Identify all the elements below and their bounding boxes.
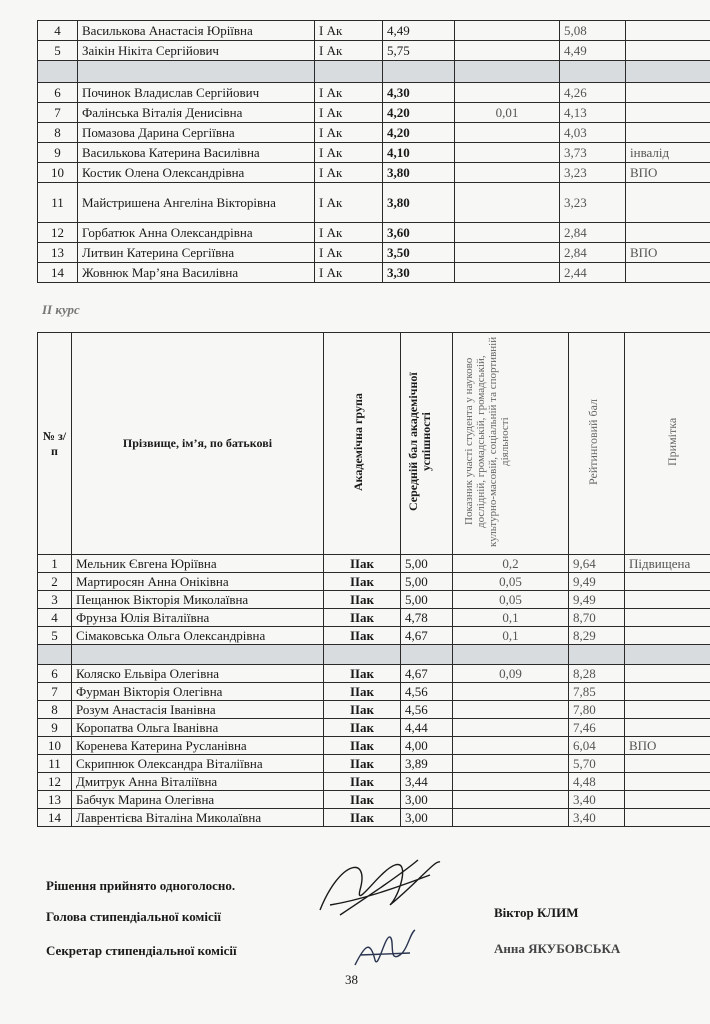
separator-cell (455, 61, 560, 83)
participation-score (455, 223, 560, 243)
student-name: Мартиросян Анна Оніківна (72, 573, 324, 591)
rating-score: 2,44 (560, 263, 626, 283)
student-name: Починок Владислав Сергійович (78, 83, 315, 103)
rating-score: 2,84 (560, 223, 626, 243)
row-number: 7 (38, 103, 78, 123)
row-number: 11 (38, 755, 72, 773)
academic-group: ІІак (324, 573, 401, 591)
student-name: Горбатюк Анна Олександрівна (78, 223, 315, 243)
table-header (38, 333, 710, 555)
table-row (38, 755, 710, 773)
student-name: Сімаковська Ольга Олександрівна (72, 627, 324, 645)
rating-score: 6,04 (569, 737, 625, 755)
average-score: 4,67 (401, 665, 453, 683)
academic-group: І Ак (315, 263, 383, 283)
average-score: 3,80 (383, 163, 455, 183)
separator-row (38, 645, 710, 665)
rating-score: 8,70 (569, 609, 625, 627)
note (626, 263, 710, 283)
rating-score: 4,13 (560, 103, 626, 123)
rating-score: 5,08 (560, 21, 626, 41)
average-score: 3,30 (383, 263, 455, 283)
separator-cell (315, 61, 383, 83)
table-row (38, 773, 710, 791)
row-number: 5 (38, 41, 78, 61)
academic-group: ІІак (324, 773, 401, 791)
course1-table (37, 20, 710, 283)
academic-group: І Ак (315, 123, 383, 143)
participation-score (453, 773, 569, 791)
table-row (38, 591, 710, 609)
student-name: Майстришена Ангеліна Вікторівна (78, 183, 315, 223)
participation-score: 0,1 (453, 627, 569, 645)
average-score: 3,80 (383, 183, 455, 223)
average-score: 4,56 (401, 683, 453, 701)
row-number: 10 (38, 163, 78, 183)
header-note: Примітка (625, 333, 710, 555)
table-row (38, 555, 710, 573)
academic-group: ІІак (324, 809, 401, 827)
participation-score (453, 701, 569, 719)
average-score: 4,56 (401, 701, 453, 719)
row-number: 9 (38, 143, 78, 163)
rating-score: 4,49 (560, 41, 626, 61)
rating-score: 4,48 (569, 773, 625, 791)
row-number: 6 (38, 83, 78, 103)
rating-score: 7,46 (569, 719, 625, 737)
separator-cell (38, 61, 78, 83)
row-number: 4 (38, 21, 78, 41)
row-number: 6 (38, 665, 72, 683)
row-number: 3 (38, 591, 72, 609)
separator-cell (453, 645, 569, 665)
note: інвалід (626, 143, 710, 163)
note (625, 809, 710, 827)
table-row (38, 123, 710, 143)
participation-score (455, 83, 560, 103)
rating-score: 9,49 (569, 591, 625, 609)
row-number: 14 (38, 263, 78, 283)
row-number: 1 (38, 555, 72, 573)
chair-name: Віктор КЛИМ (494, 905, 579, 920)
academic-group: І Ак (315, 103, 383, 123)
academic-group: І Ак (315, 163, 383, 183)
row-number: 13 (38, 243, 78, 263)
student-name: Пещанюк Вікторія Миколаївна (72, 591, 324, 609)
table-row (38, 41, 710, 61)
row-number: 8 (38, 701, 72, 719)
row-number: 14 (38, 809, 72, 827)
row-number: 13 (38, 791, 72, 809)
academic-group: І Ак (315, 243, 383, 263)
separator-cell (560, 61, 626, 83)
header-rating: Рейтинговий бал (569, 333, 625, 555)
participation-score (453, 809, 569, 827)
academic-group: ІІак (324, 683, 401, 701)
participation-score (455, 143, 560, 163)
table-row (38, 163, 710, 183)
note (626, 41, 710, 61)
student-name: Лаврентієва Віталіна Миколаївна (72, 809, 324, 827)
table-row (38, 223, 710, 243)
participation-score: 0,01 (455, 103, 560, 123)
page-number: 38 (345, 972, 358, 987)
average-score: 5,00 (401, 591, 453, 609)
student-name: Помазова Дарина Сергіївна (78, 123, 315, 143)
row-number: 9 (38, 719, 72, 737)
rating-score: 3,23 (560, 163, 626, 183)
row-number: 12 (38, 223, 78, 243)
note (626, 123, 710, 143)
average-score: 4,78 (401, 609, 453, 627)
note (625, 591, 710, 609)
student-name: Костик Олена Олександрівна (78, 163, 315, 183)
average-score: 3,50 (383, 243, 455, 263)
course2-table (37, 332, 710, 827)
table-row (38, 701, 710, 719)
academic-group: І Ак (315, 183, 383, 223)
average-score: 3,60 (383, 223, 455, 243)
note (625, 683, 710, 701)
note (626, 103, 710, 123)
participation-score (455, 243, 560, 263)
student-name: Мельник Євгена Юріївна (72, 555, 324, 573)
separator-cell (383, 61, 455, 83)
note (625, 773, 710, 791)
separator-cell (626, 61, 710, 83)
student-name: Фрунза Юлія Віталіївна (72, 609, 324, 627)
average-score: 3,00 (401, 791, 453, 809)
average-score: 4,10 (383, 143, 455, 163)
header-avg: Середній бал академічної успішності (401, 333, 453, 555)
student-name: Василькова Анастасія Юріївна (78, 21, 315, 41)
student-name: Коропатва Ольга Іванівна (72, 719, 324, 737)
note (625, 609, 710, 627)
academic-group: І Ак (315, 21, 383, 41)
header-group: Академічна група (324, 333, 401, 555)
note (625, 791, 710, 809)
academic-group: ІІак (324, 609, 401, 627)
separator-cell (401, 645, 453, 665)
rating-score: 3,73 (560, 143, 626, 163)
average-score: 4,20 (383, 103, 455, 123)
note: ВПО (626, 163, 710, 183)
participation-score (455, 183, 560, 223)
student-name: Фалінська Віталія Денисівна (78, 103, 315, 123)
chair-role: Голова стипендіальної комісії (46, 909, 221, 924)
row-number: 11 (38, 183, 78, 223)
secretary-signature (350, 925, 420, 975)
participation-score (453, 683, 569, 701)
academic-group: ІІак (324, 719, 401, 737)
table-row (38, 683, 710, 701)
participation-score (455, 263, 560, 283)
participation-score (455, 41, 560, 61)
academic-group: ІІак (324, 665, 401, 683)
average-score: 5,75 (383, 41, 455, 61)
table-row (38, 791, 710, 809)
student-name: Литвин Катерина Сергіївна (78, 243, 315, 263)
academic-group: ІІак (324, 737, 401, 755)
note (625, 755, 710, 773)
student-name: Скрипнюк Олександра Віталіївна (72, 755, 324, 773)
student-name: Заікін Нікіта Сергійович (78, 41, 315, 61)
average-score: 5,00 (401, 573, 453, 591)
table-row (38, 83, 710, 103)
academic-group: ІІак (324, 627, 401, 645)
row-number: 7 (38, 683, 72, 701)
separator-cell (625, 645, 710, 665)
rating-score: 7,80 (569, 701, 625, 719)
rating-score: 8,28 (569, 665, 625, 683)
average-score: 3,89 (401, 755, 453, 773)
table-row (38, 737, 710, 755)
average-score: 4,44 (401, 719, 453, 737)
student-name: Жовнюк Мар’яна Василівна (78, 263, 315, 283)
rating-score: 3,40 (569, 809, 625, 827)
student-name: Розум Анастасія Іванівна (72, 701, 324, 719)
academic-group: І Ак (315, 83, 383, 103)
table-row (38, 573, 710, 591)
participation-score (455, 123, 560, 143)
table-row (38, 665, 710, 683)
participation-score: 0,2 (453, 555, 569, 573)
academic-group: І Ак (315, 223, 383, 243)
average-score: 4,00 (401, 737, 453, 755)
student-name: Дмитрук Анна Віталіївна (72, 773, 324, 791)
separator-cell (324, 645, 401, 665)
note (626, 183, 710, 223)
rating-score: 9,64 (569, 555, 625, 573)
row-number: 10 (38, 737, 72, 755)
note (625, 665, 710, 683)
participation-score (453, 737, 569, 755)
average-score: 4,49 (383, 21, 455, 41)
academic-group: ІІак (324, 555, 401, 573)
separator-cell (569, 645, 625, 665)
participation-score: 0,05 (453, 591, 569, 609)
row-number: 2 (38, 573, 72, 591)
rating-score: 7,85 (569, 683, 625, 701)
table-row (38, 103, 710, 123)
average-score: 4,30 (383, 83, 455, 103)
table-row (38, 809, 710, 827)
header-participation: Показник участі студента у науково дослідній, громадській, громадській, культурно-масовій, соціальній та спортивній діяльності (453, 333, 569, 555)
rating-score: 5,70 (569, 755, 625, 773)
chair-signature (300, 850, 450, 930)
average-score: 5,00 (401, 555, 453, 573)
note (625, 627, 710, 645)
row-number: 8 (38, 123, 78, 143)
student-name: Бабчук Марина Олегівна (72, 791, 324, 809)
participation-score (455, 163, 560, 183)
participation-score (453, 791, 569, 809)
academic-group: ІІак (324, 791, 401, 809)
table-row (38, 609, 710, 627)
rating-score: 9,49 (569, 573, 625, 591)
separator-cell (38, 645, 72, 665)
note (625, 701, 710, 719)
rating-score: 3,40 (569, 791, 625, 809)
table-row (38, 627, 710, 645)
separator-cell (78, 61, 315, 83)
row-number: 5 (38, 627, 72, 645)
rating-score: 8,29 (569, 627, 625, 645)
table-row (38, 719, 710, 737)
rating-score: 4,26 (560, 83, 626, 103)
note: ВПО (625, 737, 710, 755)
average-score: 3,44 (401, 773, 453, 791)
participation-score (455, 21, 560, 41)
row-number: 12 (38, 773, 72, 791)
academic-group: ІІак (324, 701, 401, 719)
average-score: 4,20 (383, 123, 455, 143)
academic-group: І Ак (315, 41, 383, 61)
table-row (38, 143, 710, 163)
academic-group: І Ак (315, 143, 383, 163)
academic-group: ІІак (324, 591, 401, 609)
student-name: Кореневa Катерина Русланівна (72, 737, 324, 755)
participation-score: 0,05 (453, 573, 569, 591)
participation-score: 0,09 (453, 665, 569, 683)
academic-group: ІІак (324, 755, 401, 773)
table-row (38, 263, 710, 283)
participation-score: 0,1 (453, 609, 569, 627)
participation-score (453, 719, 569, 737)
secretary-role: Секретар стипендіальної комісії (46, 943, 237, 958)
header-name: Прізвище, ім’я, по батькові (72, 333, 324, 555)
separator-cell (72, 645, 324, 665)
rating-score: 2,84 (560, 243, 626, 263)
note: Підвищена (625, 555, 710, 573)
student-name: Коляско Ельвіра Олегівна (72, 665, 324, 683)
header-num: № з/п (38, 333, 72, 555)
course-2-label: ІІ курс (42, 302, 80, 317)
student-name: Фурман Вікторія Олегівна (72, 683, 324, 701)
rating-score: 3,23 (560, 183, 626, 223)
table-row (38, 183, 710, 223)
note (626, 83, 710, 103)
rating-score: 4,03 (560, 123, 626, 143)
table-row (38, 243, 710, 263)
note (626, 21, 710, 41)
decision-text: Рішення прийнято одноголосно. (46, 878, 236, 893)
table-row (38, 21, 710, 41)
note (625, 719, 710, 737)
note (625, 573, 710, 591)
row-number: 4 (38, 609, 72, 627)
secretary-name: Анна ЯКУБОВСЬКА (494, 941, 621, 956)
participation-score (453, 755, 569, 773)
average-score: 3,00 (401, 809, 453, 827)
note (626, 223, 710, 243)
average-score: 4,67 (401, 627, 453, 645)
student-name: Василькова Катерина Василівна (78, 143, 315, 163)
note: ВПО (626, 243, 710, 263)
separator-row (38, 61, 710, 83)
